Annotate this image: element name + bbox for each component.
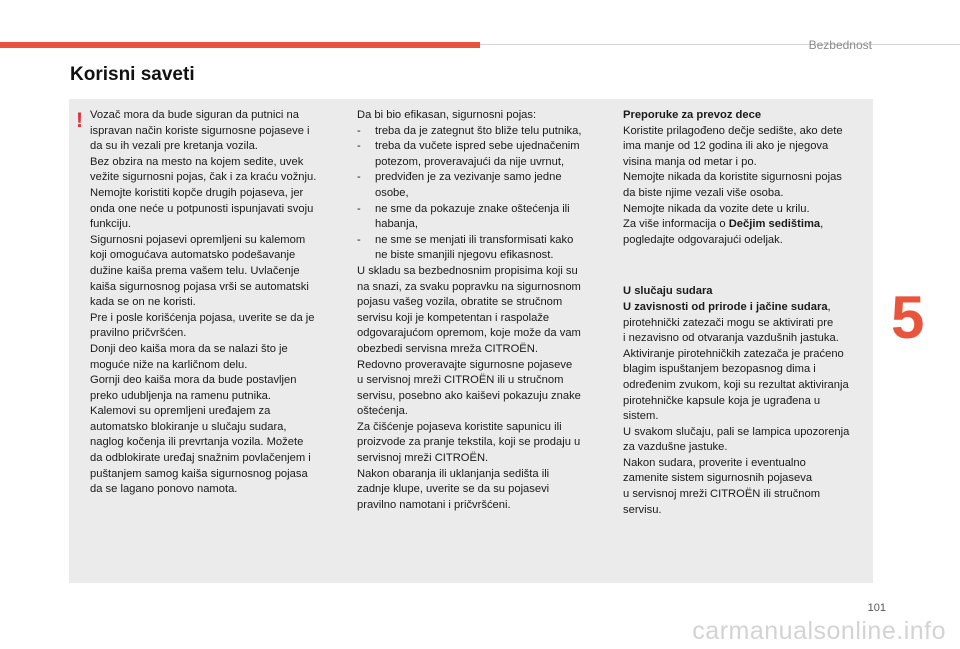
watermark: carmanualsonline.info — [692, 617, 946, 645]
list-text: ne biste smanjili njegovu efikasnost. — [375, 249, 554, 262]
text-line: u servisnoj mreži CITROËN ili stručnom — [623, 488, 821, 501]
text-line: Vozač mora da bude siguran da putnici na — [90, 109, 299, 121]
text-line: Nemojte nikada da koristite sigurnosni pojas — [623, 171, 842, 184]
page-number: 101 — [867, 602, 886, 614]
text-line: zamenite sistem sigurnosnih pojaseva — [623, 472, 813, 485]
more-info-suffix: , — [820, 218, 824, 231]
text-line: funkciju. — [90, 218, 132, 231]
text-line: Nemojte nikada da vozite dete u krilu. — [623, 202, 810, 215]
text-line: blagim ispuštanjem bezopasnog dima i — [623, 363, 816, 376]
warning-icon: ! — [76, 109, 83, 132]
text-line: da biste njime vezali više osoba. — [623, 186, 784, 199]
text-line: kaiša sigurnosnog pojasa vrši se automatski — [90, 280, 309, 293]
text-line: preko udubljenja na ramenu putnika. — [90, 389, 271, 402]
list-item — [357, 202, 607, 233]
child-seats-reference: Dečjim sedištima — [728, 218, 821, 231]
text-line: oštećenja. — [357, 405, 408, 418]
text-line: obezbedi servisna mreža CITROËN. — [357, 342, 538, 355]
text-line: Gornji deo kaiša mora da bude postavljen — [90, 374, 297, 387]
text-line: odgovarajućom opremom, koje može da vam — [357, 327, 581, 340]
child-heading: Preporuke za prevoz dece — [623, 109, 762, 121]
text-line: Bez obzira na mesto na kojem sedite, uvek — [90, 155, 304, 168]
text-line: i nezavisno od otvaranja vazdušnih jastuka. — [623, 332, 839, 345]
chapter-number: 5 — [891, 284, 925, 351]
text-line: automatsko blokiranje u slučaju sudara, — [90, 420, 287, 433]
text-line: visina manja od metar i po. — [623, 155, 757, 168]
text-line: kada se on ne koristi. — [90, 296, 196, 309]
column-belt-efficiency — [357, 108, 607, 513]
text-line: da su ih vezali pre kretanja vozila. — [90, 140, 258, 153]
text-line: pravilno namotani i pričvršćeni. — [357, 498, 511, 511]
list-dash: - — [357, 124, 361, 137]
text-line: pravilno pričvršćen. — [90, 327, 187, 340]
text-line: U svakom slučaju, pali se lampica upozorenja — [623, 425, 850, 438]
text-line: dužine kaiša prema vašem telu. Uvlačenje — [90, 264, 300, 277]
text-line: Za čišćenje pojaseva koristite sapunicu ili — [357, 420, 562, 433]
list-text: ne sme se menjati ili transformisati kako — [375, 233, 574, 246]
list-text: treba da vučete ispred sebe ujednačenim — [375, 140, 580, 153]
list-item — [357, 139, 607, 170]
text-line: Koristite prilagođeno dečje sedište, ako dete — [623, 124, 843, 137]
list-item — [357, 124, 607, 140]
text-line: servisu, posebno ako kaiševi pokazuju znake — [357, 389, 581, 402]
list-text: potezom, proveravajući da nije uvrnut, — [375, 155, 565, 168]
text-line: pirotehnički zatezači mogu se aktivirati pre — [623, 316, 834, 329]
text-line: Sigurnosni pojasevi opremljeni su kalemom — [90, 233, 306, 246]
text-line: određenim zvukom, koji su rezultat aktiviranja — [623, 378, 849, 391]
text-line: Nemojte koristiti kopče drugih pojaseva, jer — [90, 186, 304, 199]
text-line: Kalemovi su opremljeni uređajem za — [90, 405, 271, 418]
content-panel — [69, 99, 873, 583]
text-line: pojasu vašeg vozila, obratite se stručnom — [357, 296, 563, 309]
text-line: U skladu sa bezbednosnim propisima koji su — [357, 264, 578, 277]
text-line: Donji deo kaiša mora da se nalazi što je — [90, 342, 288, 355]
text-line: Nakon sudara, proverite i eventualno — [623, 456, 806, 469]
list-text: predviđen je za vezivanje samo jedne — [375, 171, 562, 184]
text-line: proizvode za pranje tekstila, koji se prodaju u — [357, 436, 581, 449]
text-line: Pre i posle korišćenja pojasa, uverite se da je — [90, 311, 315, 324]
column-children-crash — [623, 108, 875, 518]
list-item — [357, 170, 607, 201]
text-line: Aktiviranje pirotehničkih zatezača je praćeno — [623, 347, 844, 360]
more-info-line — [623, 217, 875, 233]
list-dash: - — [357, 171, 361, 184]
text-line: servisu koji je kompetentan i raspolaže — [357, 311, 550, 324]
text-line: ispravan način koriste sigurnosne pojaseve i — [90, 124, 310, 137]
crash-subheading: U zavisnosti od prirode i jačine sudara — [623, 300, 828, 313]
list-dash: - — [357, 202, 361, 215]
text-line: da se lagano ponovo namota. — [90, 483, 238, 496]
text-line: koji omogućava automatsko podešavanje — [90, 249, 296, 262]
section-name: Bezbednost — [808, 38, 872, 52]
text-line: pogledajte odgovarajući odeljak. — [623, 233, 783, 246]
list-text: osobe, — [375, 186, 409, 199]
text-line: moguće niže na karličnom delu. — [90, 358, 248, 371]
text-line: da odblokirate uređaj snažnim povlačenjem i — [90, 452, 311, 465]
text-line: Redovno proveravajte sigurnosne pojaseve — [357, 358, 573, 371]
list-item — [357, 233, 607, 264]
intro-line: Da bi bio efikasan, sigurnosni pojas: — [357, 109, 537, 121]
text-line: puštanjem samog kaiša sigurnosnog pojasa — [90, 467, 308, 480]
text-line: servisu. — [623, 503, 662, 516]
header-divider — [480, 44, 960, 45]
list-dash: - — [357, 233, 361, 246]
list-text: habanja, — [375, 218, 418, 231]
list-dash: - — [357, 140, 361, 153]
text-line: ima manje od 12 godina ili ako je njegova — [623, 140, 829, 153]
text-line: sistem. — [623, 410, 659, 423]
text-line: u servisnoj mreži CITROËN ili u stručnom — [357, 374, 564, 387]
crash-heading: U slučaju sudara — [623, 285, 713, 298]
text-line: naglog kočenja ili prevrtanja vozila. Možete — [90, 436, 304, 449]
text-line: servisnoj mreži CITROËN. — [357, 452, 489, 465]
crash-subheading-line — [623, 300, 875, 316]
list-text: ne sme da pokazuje znake oštećenja ili — [375, 202, 570, 215]
text-line: zadnje klupe, uverite se da su pojasevi — [357, 483, 550, 496]
chapter-color-bar — [0, 42, 480, 48]
text-line: pirotehničke kapsule koja je ugrađena u — [623, 394, 821, 407]
column-warning — [90, 108, 340, 498]
text-line: za vazdušne jastuke. — [623, 441, 728, 454]
more-info-prefix: Za više informacija o — [623, 218, 729, 231]
crash-subheading-suffix: , — [827, 300, 831, 313]
list-text: treba da je zategnut što bliže telu putnika, — [375, 124, 582, 137]
text-line: onda one neće u potpunosti ispunjavati svoju — [90, 202, 314, 215]
text-line: vežite sigurnosni pojas, čak i za kraću vožnju. — [90, 171, 317, 184]
text-line: Nakon obaranja ili uklanjanja sedišta ili — [357, 467, 550, 480]
page-title: Korisni saveti — [70, 64, 195, 85]
text-line: na snazi, za svaku popravku na sigurnosnom — [357, 280, 581, 293]
